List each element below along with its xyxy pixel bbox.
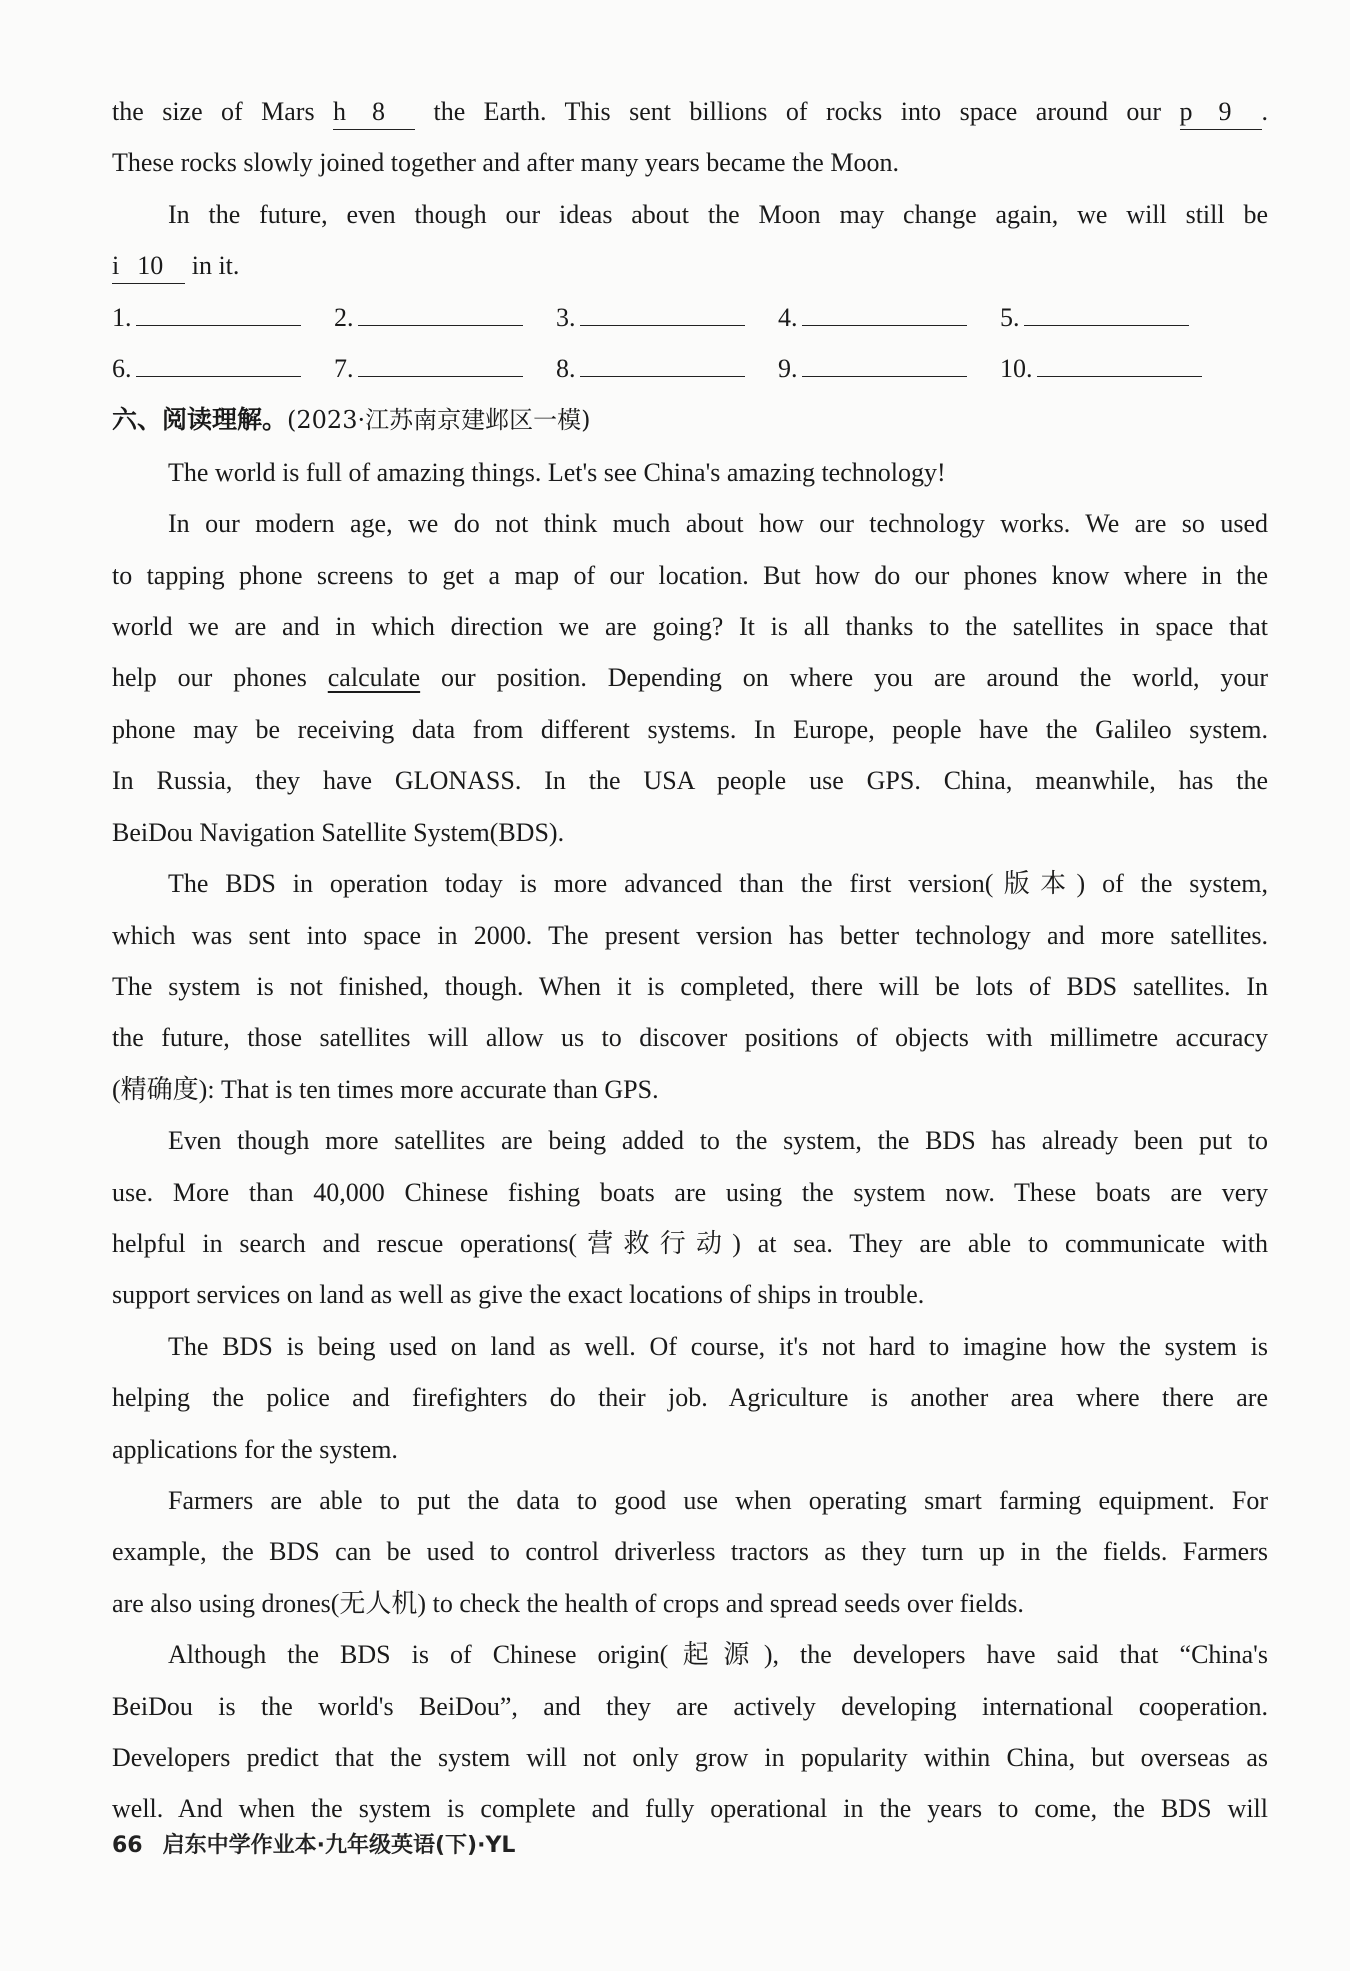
- answer-number: 1.: [112, 302, 132, 332]
- cloze-line: [112, 86, 1268, 137]
- passage-line: which was sent into space in 2000. The present version has better technology and more satellites.: [112, 920, 1268, 950]
- answer-slot[interactable]: [1000, 343, 1222, 394]
- blank-first-letter: p: [1179, 97, 1193, 126]
- passage-line: example, the BDS can be used to control driverless tractors as they turn up in the fields. Farmers: [112, 1537, 1268, 1567]
- passage-line: BeiDou is the world's BeiDou”, and they are actively developing international cooperation.: [112, 1691, 1268, 1721]
- blank-first-letter: h: [333, 97, 347, 126]
- book-title: 启东中学作业本·九年级英语(下)·YL: [162, 1833, 516, 1858]
- cloze-line: In the future, even though our ideas about the Moon may change again, we will still be: [168, 199, 1268, 229]
- passage-line: Developers predict that the system will not only grow in popularity within China, but overseas as: [112, 1743, 1268, 1772]
- answer-line[interactable]: [1037, 346, 1202, 377]
- answer-number: 6.: [112, 354, 132, 384]
- text: in it.: [185, 251, 240, 281]
- answer-number: 5.: [1000, 302, 1020, 332]
- cloze-blank-9: [1180, 95, 1262, 130]
- section-title: 六、阅读理解。: [112, 405, 288, 435]
- passage-line: The world is full of amazing things. Let's see China's amazing technology!: [168, 457, 946, 487]
- text: help our phones: [112, 663, 328, 693]
- cloze-blank-10: [112, 249, 185, 284]
- passage-line: In Russia, they have GLONASS. In the USA people use GPS. China, meanwhile, has the: [112, 766, 1268, 796]
- text: the size of Mars: [112, 97, 334, 126]
- passage-line: In our modern age, we do not think much about how our technology works. We are so used: [168, 509, 1268, 539]
- answer-line[interactable]: [580, 346, 745, 377]
- answer-slot[interactable]: [1000, 292, 1222, 343]
- answer-number: 4.: [778, 302, 798, 332]
- passage-line: are also using drones(无人机) to check the health of crops and spread seeds over fields.: [112, 1588, 1024, 1618]
- passage-line: phone may be receiving data from different systems. In Europe, people have the Galileo system.: [112, 714, 1268, 744]
- answer-number: 3.: [556, 302, 576, 332]
- section-source: (2023·江苏南京建邺区一模): [287, 406, 591, 435]
- underlined-word: calculate: [327, 663, 421, 693]
- answer-line[interactable]: [802, 346, 967, 377]
- passage-line: The system is not finished, though. When it is completed, there will be lots of BDS satellites. In: [112, 971, 1268, 1001]
- answer-line[interactable]: [358, 346, 523, 377]
- answer-row: [112, 343, 1222, 394]
- passage-line: Farmers are able to put the data to good use when operating smart farming equipment. For: [168, 1485, 1268, 1515]
- text: our position. Depending on where you are around the world, your: [420, 663, 1268, 693]
- answer-slot[interactable]: [778, 343, 1000, 394]
- answer-slot[interactable]: [334, 292, 556, 343]
- text: the Earth. This sent billions of rocks into space around our: [415, 97, 1180, 126]
- answer-slot[interactable]: [112, 343, 334, 394]
- answer-line[interactable]: [358, 295, 523, 326]
- section-heading: [112, 394, 1268, 446]
- cloze-blank-8: [333, 95, 415, 130]
- answer-slot[interactable]: [334, 343, 556, 394]
- answer-number: 10.: [1000, 354, 1033, 384]
- page-content: [112, 86, 1268, 1835]
- answer-number: 7.: [334, 354, 354, 384]
- answer-line[interactable]: [580, 295, 745, 326]
- passage-line: the future, those satellites will allow us to discover positions of objects with millimetre accuracy: [112, 1023, 1268, 1053]
- passage-line: Even though more satellites are being added to the system, the BDS has already been put to: [168, 1126, 1268, 1156]
- passage-line: world we are and in which direction we are going? It is all thanks to the satellites in space that: [112, 612, 1268, 642]
- passage-line: helpful in search and rescue operations(营救行动) at sea. They are able to communicate with: [112, 1228, 1268, 1258]
- passage-line: The BDS is being used on land as well. Of course, it's not hard to imagine how the system is: [168, 1331, 1268, 1361]
- passage-line: use. More than 40,000 Chinese fishing boats are using the system now. These boats are very: [112, 1177, 1268, 1207]
- passage-line: support services on land as well as give the exact locations of ships in trouble.: [112, 1280, 925, 1310]
- answer-slot[interactable]: [556, 292, 778, 343]
- answer-slot[interactable]: [778, 292, 1000, 343]
- answer-row: [112, 292, 1222, 343]
- passage-line: BeiDou Navigation Satellite System(BDS).: [112, 817, 565, 847]
- answer-number: 9.: [778, 354, 798, 384]
- page-footer: [112, 1828, 515, 1859]
- text: .: [1261, 97, 1269, 126]
- passage-line: Although the BDS is of Chinese origin(起源), the developers have said that “China's: [168, 1640, 1268, 1670]
- answer-line[interactable]: [1024, 295, 1189, 326]
- answer-number: 8.: [556, 354, 576, 384]
- answer-slot[interactable]: [556, 343, 778, 394]
- answer-line[interactable]: [802, 295, 967, 326]
- blank-first-letter: i: [112, 251, 120, 281]
- passage-line: well. And when the system is complete and fully operational in the years to come, the BDS will: [112, 1794, 1268, 1824]
- answer-line[interactable]: [136, 346, 301, 377]
- passage-line: (精确度): That is ten times more accurate than GPS.: [112, 1074, 659, 1104]
- passage-line: to tapping phone screens to get a map of our location. But how do our phones know where in the: [112, 560, 1268, 590]
- page-number: 66: [112, 1833, 143, 1858]
- blank-number: 8: [372, 97, 386, 126]
- blank-number: 9: [1218, 97, 1232, 126]
- passage-line: [112, 652, 1268, 703]
- passage-line: helping the police and firefighters do their job. Agriculture is another area where there are: [112, 1383, 1268, 1413]
- answer-slot[interactable]: [112, 292, 334, 343]
- cloze-line: [112, 240, 1268, 291]
- answer-line[interactable]: [136, 295, 301, 326]
- passage-line: The BDS in operation today is more advanced than the first version(版本) of the system,: [168, 869, 1268, 899]
- blank-number: 10: [137, 251, 164, 281]
- cloze-line: These rocks slowly joined together and after many years became the Moon.: [112, 148, 899, 178]
- answer-number: 2.: [334, 302, 354, 332]
- passage-line: applications for the system.: [112, 1434, 398, 1464]
